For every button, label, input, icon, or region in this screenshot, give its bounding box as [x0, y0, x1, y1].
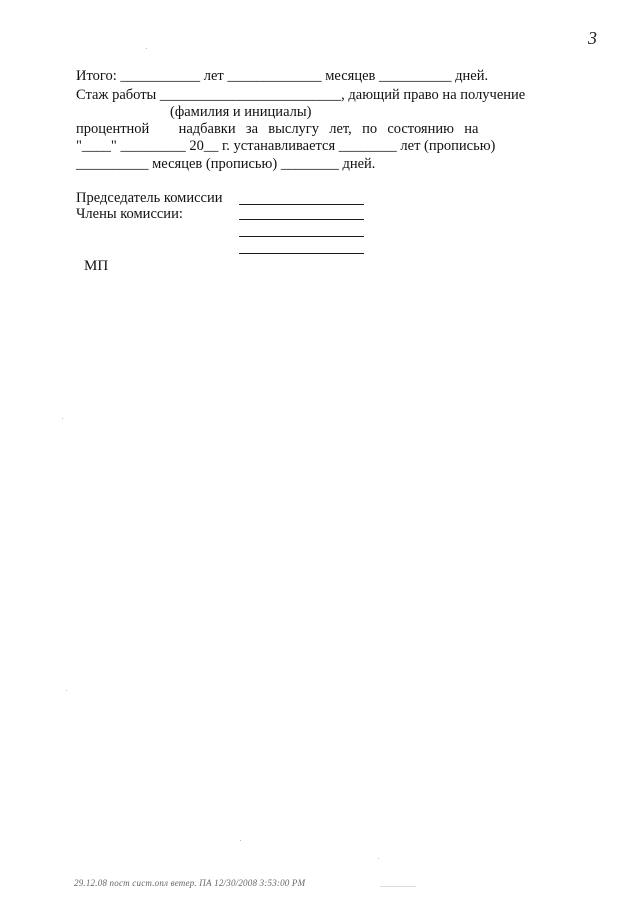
chairman-label: Председатель комиссии	[76, 190, 223, 206]
footer-print-info: 29.12.08 пост сист.опл ветер. ПА 12/30/2008 3:53:00 PM	[74, 878, 306, 888]
member-signature-line-2	[239, 236, 364, 237]
days-words-label: дней.	[342, 156, 376, 172]
scan-speck	[240, 840, 241, 841]
date-line	[76, 138, 495, 155]
months-blank: _____________	[227, 68, 322, 84]
name-hint	[170, 104, 311, 121]
allowance-line	[76, 121, 478, 138]
months-words-label: месяцев (прописью)	[152, 156, 278, 172]
years-words-blank: ________	[338, 138, 397, 154]
months-label: месяцев	[325, 68, 376, 84]
scan-speck	[380, 886, 416, 887]
scan-speck	[66, 690, 67, 691]
chairman-signature-line	[239, 204, 364, 205]
name-hint-text: (фамилия и инициалы)	[170, 104, 312, 120]
word-6: по	[362, 121, 378, 137]
scan-speck	[62, 418, 63, 419]
experience-label: Стаж работы	[76, 87, 157, 103]
experience-rest: , дающий право на получение	[341, 87, 526, 103]
months-days-line	[76, 156, 375, 173]
month-blank: _________	[120, 138, 186, 154]
months-words-blank: __________	[76, 156, 149, 172]
years-blank: ___________	[120, 68, 201, 84]
word-2: надбавки	[178, 121, 236, 137]
word-7: состоянию	[387, 121, 454, 137]
total-line	[76, 68, 488, 85]
experience-line	[76, 87, 525, 104]
word-5: лет,	[329, 121, 352, 137]
word-8: на	[464, 121, 479, 137]
days-words-blank: ________	[280, 156, 339, 172]
member-signature-line-1	[239, 219, 364, 220]
years-label: лет	[203, 68, 224, 84]
days-blank: __________	[379, 68, 452, 84]
members-label: Члены комиссии:	[76, 206, 183, 222]
word-3: за	[245, 121, 259, 137]
itogo-label: Итого:	[76, 68, 117, 84]
word-1: процентной	[76, 121, 150, 137]
page-number: 3	[588, 28, 597, 48]
day-blank: "____"	[76, 138, 117, 154]
days-label: дней.	[455, 68, 489, 84]
scan-speck	[146, 48, 147, 49]
scan-speck	[378, 858, 379, 859]
member-signature-line-3	[239, 253, 364, 254]
name-blank: _________________________	[159, 87, 342, 103]
word-4: выслугу	[268, 121, 320, 137]
stamp-place-label: МП	[84, 258, 109, 274]
years-words-label: лет (прописью)	[400, 138, 496, 154]
year-text: 20__ г. устанавливается	[189, 138, 336, 154]
